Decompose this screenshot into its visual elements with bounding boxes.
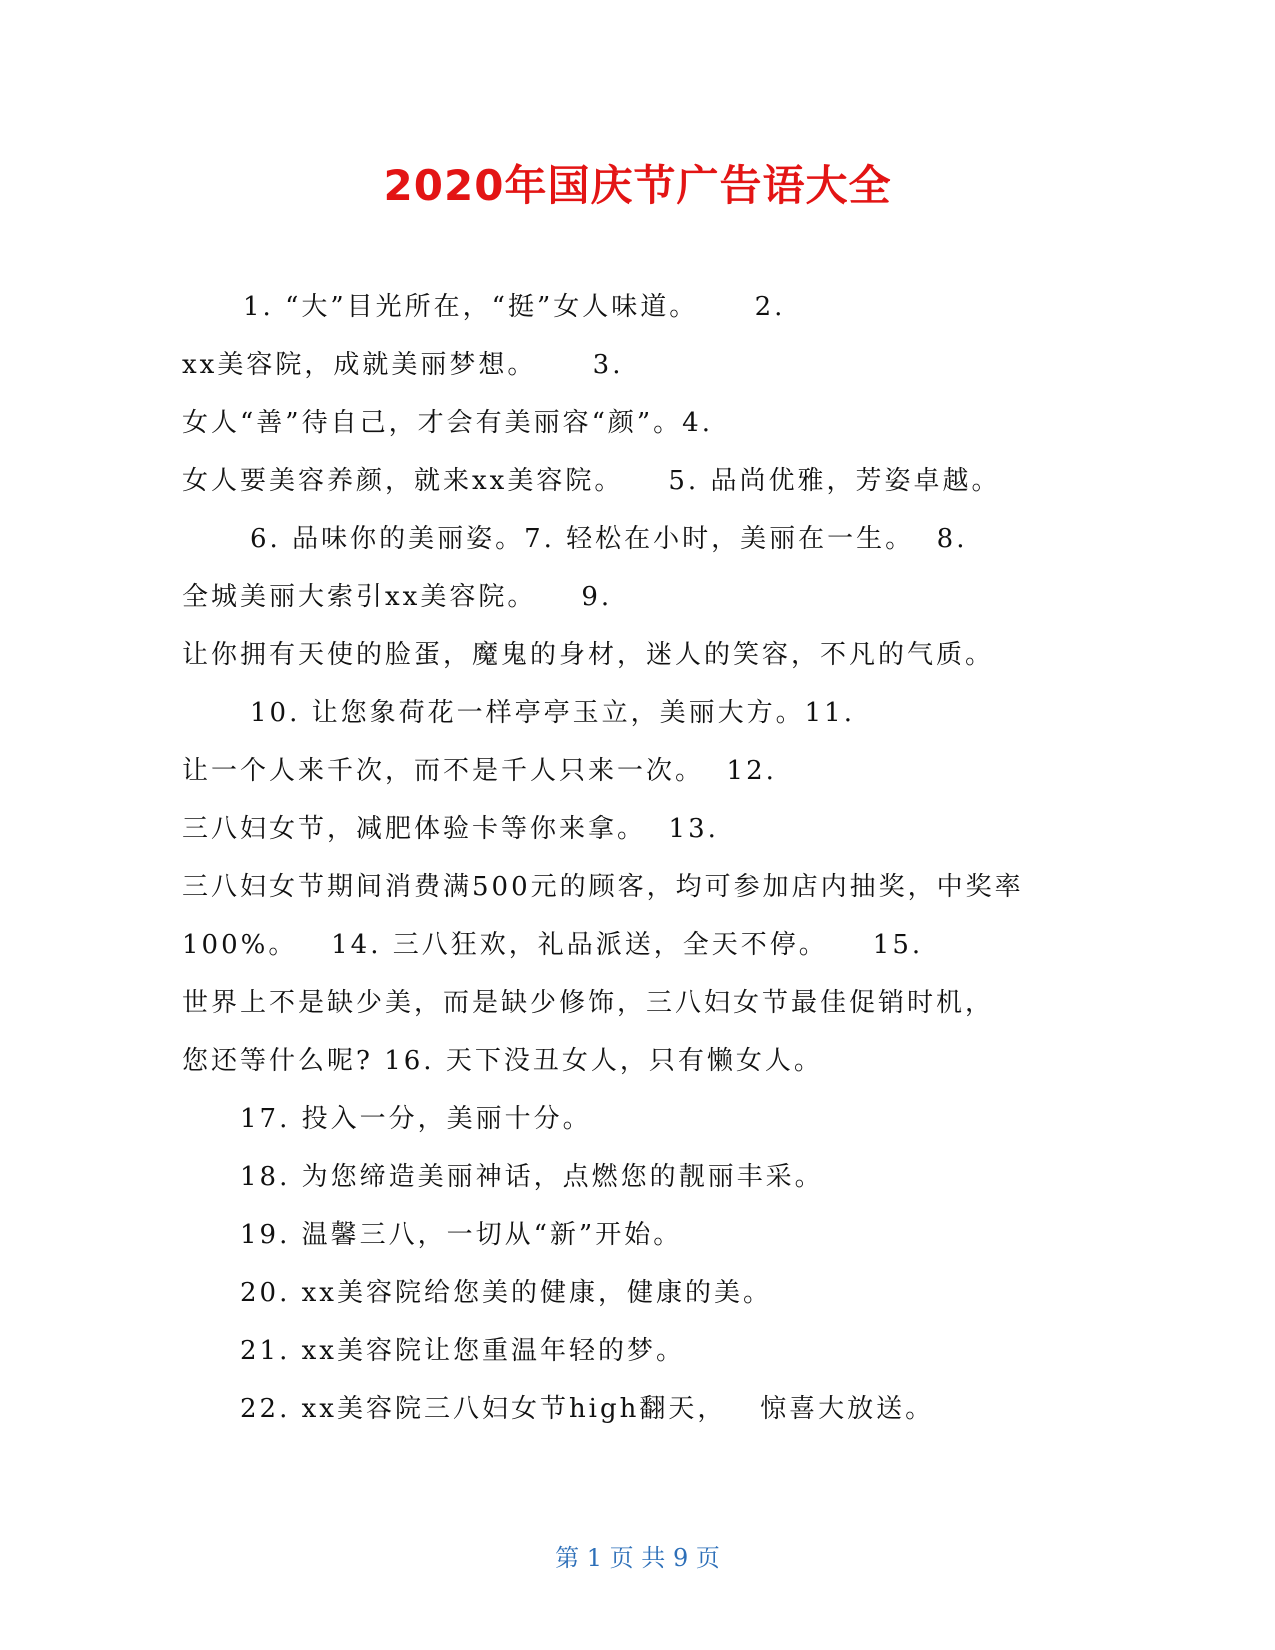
body-line: 女人要美容养颜，就来xx美容院。 5. 品尚优雅，芳姿卓越。: [182, 466, 1001, 496]
body-line: 17. 投入一分，美丽十分。: [240, 1104, 592, 1134]
body-line: 让一个人来千次，而不是千人只来一次。 12.: [182, 756, 777, 786]
body-line: 世界上不是缺少美，而是缺少修饰，三八妇女节最佳促销时机，: [182, 988, 995, 1018]
body-line: 10. 让您象荷花一样亭亭玉立，美丽大方。11.: [250, 698, 855, 728]
body-line: 您还等什么呢? 16. 天下没丑女人，只有懒女人。: [182, 1046, 823, 1076]
body-line: xx美容院，成就美丽梦想。 3.: [182, 350, 624, 380]
body-line: 三八妇女节期间消费满500元的顾客，均可参加店内抽奖，中奖率: [182, 872, 1024, 902]
body-line: 让你拥有天使的脸蛋，魔鬼的身材，迷人的笑容，不凡的气质。: [182, 640, 995, 670]
body-line: 19. 温馨三八，一切从“新”开始。: [240, 1220, 683, 1250]
page-indicator: 第 1 页 共 9 页: [555, 1544, 720, 1572]
body-line: 三八妇女节，减肥体验卡等你来拿。 13.: [182, 814, 719, 844]
body-line: 6. 品味你的美丽姿。7. 轻松在小时，美丽在一生。 8.: [250, 524, 968, 554]
body-line: 100%。 14. 三八狂欢，礼品派送，全天不停。 15.: [182, 930, 924, 960]
body-line: 20. xx美容院给您美的健康，健康的美。: [240, 1278, 772, 1308]
document-title: 2020年国庆节广告语大全: [383, 161, 892, 210]
body-line: 18. 为您缔造美丽神话，点燃您的靓丽丰采。: [240, 1162, 824, 1192]
body-line: 21. xx美容院让您重温年轻的梦。: [240, 1336, 685, 1366]
body-line: 22. xx美容院三八妇女节high翻天， 惊喜大放送。: [240, 1394, 935, 1424]
body-line: 全城美丽大索引xx美容院。 9.: [182, 582, 613, 612]
body-line: 女人“善”待自己，才会有美丽容“颜”。4.: [182, 408, 713, 438]
body-line: 1. “大”目光所在，“挺”女人味道。 2.: [243, 292, 786, 322]
